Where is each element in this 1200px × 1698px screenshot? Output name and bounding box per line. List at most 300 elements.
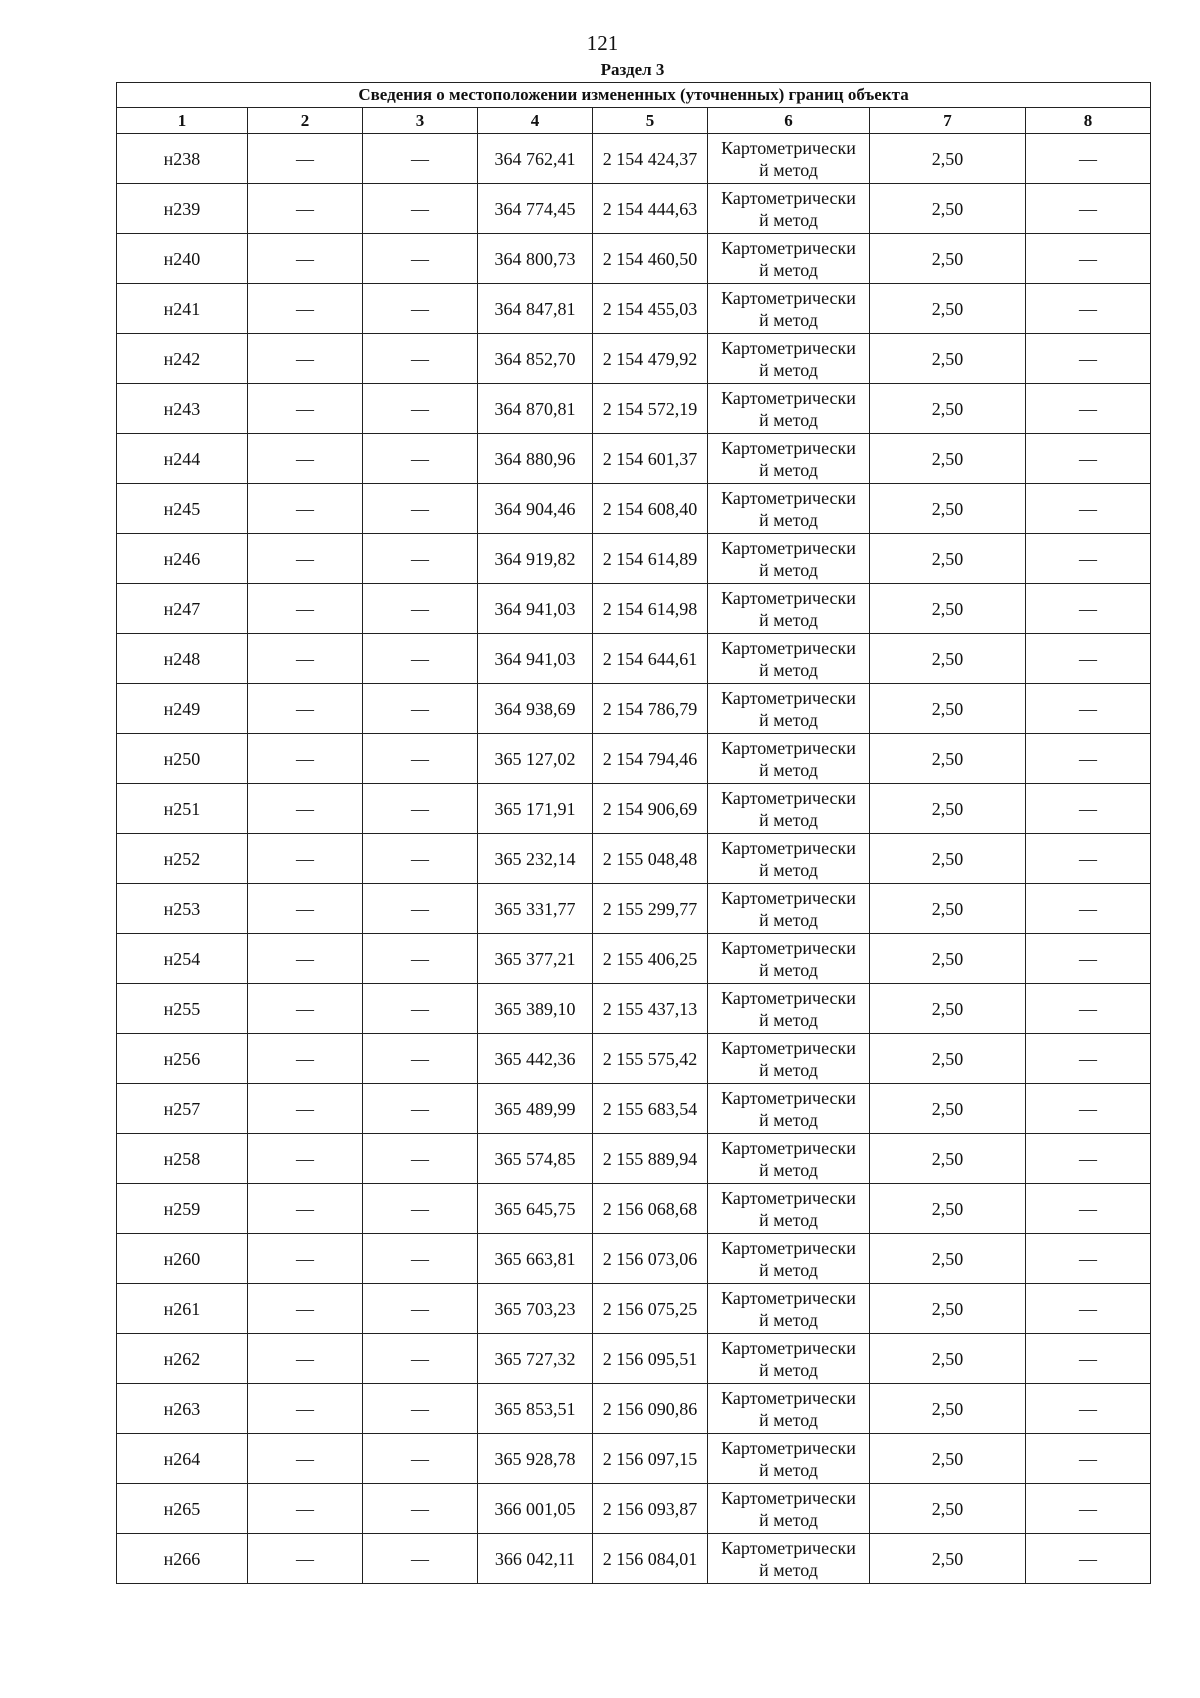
accuracy-value: 2,50 [870,1084,1026,1134]
method-line-2: й метод [759,1259,818,1280]
col3-value: — [363,734,478,784]
x-coordinate: 364 762,41 [478,134,593,184]
method-line-1: Картометрически [721,1237,856,1258]
y-coordinate: 2 154 424,37 [593,134,708,184]
accuracy-value: 2,50 [870,534,1026,584]
method-cell [708,1234,870,1284]
col8-value: — [1026,1184,1151,1234]
method-line-2: й метод [759,1509,818,1530]
col8-value: — [1026,1284,1151,1334]
col2-value: — [248,1434,363,1484]
accuracy-value: 2,50 [870,134,1026,184]
table-row [117,1084,1151,1134]
y-coordinate: 2 155 683,54 [593,1084,708,1134]
method-line-1: Картометрически [721,237,856,258]
method-cell [708,1434,870,1484]
y-coordinate: 2 155 437,13 [593,984,708,1034]
column-number: 8 [1026,108,1151,134]
column-number: 2 [248,108,363,134]
col8-value: — [1026,284,1151,334]
col3-value: — [363,484,478,534]
table-row [117,784,1151,834]
method-line-1: Картометрически [721,1137,856,1158]
col3-value: — [363,1184,478,1234]
col8-value: — [1026,1434,1151,1484]
col2-value: — [248,934,363,984]
method-line-2: й метод [759,259,818,280]
col2-value: — [248,384,363,434]
col2-value: — [248,134,363,184]
table-row [117,234,1151,284]
col2-value: — [248,434,363,484]
method-line-2: й метод [759,409,818,430]
method-line-1: Картометрически [721,1187,856,1208]
col3-value: — [363,234,478,284]
point-name: н253 [117,884,248,934]
method-cell [708,384,870,434]
method-cell [708,334,870,384]
accuracy-value: 2,50 [870,734,1026,784]
accuracy-value: 2,50 [870,1234,1026,1284]
point-name: н259 [117,1184,248,1234]
col8-value: — [1026,234,1151,284]
col3-value: — [363,1534,478,1584]
col3-value: — [363,1334,478,1384]
point-name: н258 [117,1134,248,1184]
column-number: 5 [593,108,708,134]
table-row [117,1284,1151,1334]
point-name: н239 [117,184,248,234]
method-line-1: Картометрически [721,1337,856,1358]
table-row [117,1484,1151,1534]
point-name: н254 [117,934,248,984]
col2-value: — [248,884,363,934]
x-coordinate: 365 389,10 [478,984,593,1034]
method-cell [708,284,870,334]
y-coordinate: 2 154 479,92 [593,334,708,384]
col8-value: — [1026,334,1151,384]
col3-value: — [363,1434,478,1484]
table-caption: Сведения о местоположении измененных (уточненных) границ объекта [117,83,1151,108]
method-line-1: Картометрически [721,587,856,608]
y-coordinate: 2 155 299,77 [593,884,708,934]
col2-value: — [248,684,363,734]
table-row [117,1334,1151,1384]
col2-value: — [248,984,363,1034]
y-coordinate: 2 154 614,89 [593,534,708,584]
method-line-1: Картометрически [721,1487,856,1508]
method-line-2: й метод [759,959,818,980]
y-coordinate: 2 154 460,50 [593,234,708,284]
col3-value: — [363,384,478,434]
method-cell [708,1334,870,1384]
col8-value: — [1026,1334,1151,1384]
table-row [117,1184,1151,1234]
x-coordinate: 364 919,82 [478,534,593,584]
col2-value: — [248,1034,363,1084]
table-row [117,384,1151,434]
method-line-2: й метод [759,1159,818,1180]
accuracy-value: 2,50 [870,1534,1026,1584]
col3-value: — [363,134,478,184]
y-coordinate: 2 154 794,46 [593,734,708,784]
table-row [117,1134,1151,1184]
method-line-1: Картометрически [721,1287,856,1308]
col8-value: — [1026,784,1151,834]
col2-value: — [248,1334,363,1384]
point-name: н243 [117,384,248,434]
x-coordinate: 364 941,03 [478,584,593,634]
method-line-2: й метод [759,859,818,880]
table-row [117,1384,1151,1434]
method-line-2: й метод [759,559,818,580]
method-cell [708,1384,870,1434]
method-line-2: й метод [759,809,818,830]
method-line-2: й метод [759,309,818,330]
method-line-1: Картометрически [721,987,856,1008]
x-coordinate: 364 941,03 [478,634,593,684]
table-row [117,1434,1151,1484]
point-name: н252 [117,834,248,884]
method-line-2: й метод [759,159,818,180]
x-coordinate: 365 442,36 [478,1034,593,1084]
point-name: н256 [117,1034,248,1084]
accuracy-value: 2,50 [870,1184,1026,1234]
point-name: н255 [117,984,248,1034]
y-coordinate: 2 154 601,37 [593,434,708,484]
method-line-2: й метод [759,659,818,680]
col3-value: — [363,634,478,684]
x-coordinate: 365 574,85 [478,1134,593,1184]
accuracy-value: 2,50 [870,784,1026,834]
method-line-1: Картометрически [721,437,856,458]
method-cell [708,234,870,284]
method-line-1: Картометрически [721,937,856,958]
col8-value: — [1026,584,1151,634]
point-name: н247 [117,584,248,634]
col2-value: — [248,534,363,584]
point-name: н264 [117,1434,248,1484]
col3-value: — [363,984,478,1034]
y-coordinate: 2 156 068,68 [593,1184,708,1234]
col3-value: — [363,834,478,884]
method-cell [708,184,870,234]
y-coordinate: 2 156 075,25 [593,1284,708,1334]
x-coordinate: 364 852,70 [478,334,593,384]
x-coordinate: 365 928,78 [478,1434,593,1484]
accuracy-value: 2,50 [870,1134,1026,1184]
table-row [117,284,1151,334]
col8-value: — [1026,1084,1151,1134]
method-line-1: Картометрически [721,837,856,858]
table-row [117,434,1151,484]
point-name: н246 [117,534,248,584]
method-line-1: Картометрически [721,537,856,558]
col8-value: — [1026,884,1151,934]
col8-value: — [1026,534,1151,584]
point-name: н242 [117,334,248,384]
y-coordinate: 2 154 786,79 [593,684,708,734]
col8-value: — [1026,384,1151,434]
x-coordinate: 365 727,32 [478,1334,593,1384]
col3-value: — [363,1134,478,1184]
point-name: н262 [117,1334,248,1384]
col8-value: — [1026,134,1151,184]
col3-value: — [363,184,478,234]
accuracy-value: 2,50 [870,184,1026,234]
y-coordinate: 2 155 889,94 [593,1134,708,1184]
table-row [117,834,1151,884]
method-line-2: й метод [759,1059,818,1080]
y-coordinate: 2 155 406,25 [593,934,708,984]
col2-value: — [248,1234,363,1284]
col3-value: — [363,1034,478,1084]
y-coordinate: 2 156 090,86 [593,1384,708,1434]
method-cell [708,534,870,584]
column-number-row [117,108,1151,134]
x-coordinate: 366 042,11 [478,1534,593,1584]
accuracy-value: 2,50 [870,584,1026,634]
y-coordinate: 2 156 095,51 [593,1334,708,1384]
table-row [117,1034,1151,1084]
method-line-1: Картометрически [721,737,856,758]
table-row [117,484,1151,534]
x-coordinate: 364 880,96 [478,434,593,484]
accuracy-value: 2,50 [870,1334,1026,1384]
col2-value: — [248,634,363,684]
col8-value: — [1026,484,1151,534]
accuracy-value: 2,50 [870,1434,1026,1484]
x-coordinate: 364 774,45 [478,184,593,234]
accuracy-value: 2,50 [870,884,1026,934]
col2-value: — [248,1184,363,1234]
table-row [117,134,1151,184]
point-name: н244 [117,434,248,484]
y-coordinate: 2 154 644,61 [593,634,708,684]
col3-value: — [363,1234,478,1284]
method-line-2: й метод [759,509,818,530]
col3-value: — [363,684,478,734]
col3-value: — [363,1084,478,1134]
col2-value: — [248,1134,363,1184]
table-row [117,1534,1151,1584]
method-line-2: й метод [759,1209,818,1230]
method-line-2: й метод [759,909,818,930]
y-coordinate: 2 154 906,69 [593,784,708,834]
boundary-coordinates-table [116,82,1151,1584]
col2-value: — [248,834,363,884]
accuracy-value: 2,50 [870,1284,1026,1334]
accuracy-value: 2,50 [870,934,1026,984]
method-cell [708,584,870,634]
method-line-1: Картометрически [721,1387,856,1408]
table-row [117,634,1151,684]
y-coordinate: 2 156 093,87 [593,1484,708,1534]
method-cell [708,1084,870,1134]
point-name: н266 [117,1534,248,1584]
table-row [117,584,1151,634]
accuracy-value: 2,50 [870,684,1026,734]
method-cell [708,1534,870,1584]
x-coordinate: 364 800,73 [478,234,593,284]
col2-value: — [248,1484,363,1534]
y-coordinate: 2 156 084,01 [593,1534,708,1584]
col8-value: — [1026,1534,1151,1584]
method-line-1: Картометрически [721,287,856,308]
col3-value: — [363,334,478,384]
table-row [117,734,1151,784]
method-line-2: й метод [759,459,818,480]
col3-value: — [363,284,478,334]
col3-value: — [363,1284,478,1334]
point-name: н248 [117,634,248,684]
column-number: 7 [870,108,1026,134]
x-coordinate: 364 904,46 [478,484,593,534]
method-cell [708,984,870,1034]
method-line-1: Картометрически [721,687,856,708]
page-number: 121 [586,31,619,55]
method-cell [708,834,870,884]
method-cell [708,734,870,784]
method-line-2: й метод [759,1459,818,1480]
section-title: Раздел 3 [600,60,665,79]
table-caption-row [117,83,1151,108]
method-cell [708,1284,870,1334]
point-name: н263 [117,1384,248,1434]
x-coordinate: 365 377,21 [478,934,593,984]
method-line-1: Картометрически [721,337,856,358]
point-name: н251 [117,784,248,834]
method-line-1: Картометрически [721,1437,856,1458]
col8-value: — [1026,1384,1151,1434]
col2-value: — [248,1084,363,1134]
x-coordinate: 364 847,81 [478,284,593,334]
col8-value: — [1026,1134,1151,1184]
point-name: н257 [117,1084,248,1134]
method-cell [708,884,870,934]
col3-value: — [363,1484,478,1534]
method-line-1: Картометрически [721,887,856,908]
x-coordinate: 365 127,02 [478,734,593,784]
x-coordinate: 366 001,05 [478,1484,593,1534]
method-cell [708,1484,870,1534]
method-cell [708,1134,870,1184]
method-cell [708,1034,870,1084]
method-line-1: Картометрически [721,637,856,658]
method-cell [708,1184,870,1234]
point-name: н241 [117,284,248,334]
accuracy-value: 2,50 [870,484,1026,534]
y-coordinate: 2 156 097,15 [593,1434,708,1484]
method-line-1: Картометрически [721,1537,856,1558]
method-line-2: й метод [759,709,818,730]
point-name: н249 [117,684,248,734]
column-number: 6 [708,108,870,134]
col3-value: — [363,884,478,934]
table-row [117,884,1151,934]
point-name: н240 [117,234,248,284]
accuracy-value: 2,50 [870,284,1026,334]
col3-value: — [363,1384,478,1434]
point-name: н260 [117,1234,248,1284]
y-coordinate: 2 154 444,63 [593,184,708,234]
col8-value: — [1026,734,1151,784]
y-coordinate: 2 154 455,03 [593,284,708,334]
method-line-1: Картометрически [721,187,856,208]
table-row [117,1234,1151,1284]
col8-value: — [1026,434,1151,484]
table-row [117,534,1151,584]
col3-value: — [363,784,478,834]
col2-value: — [248,334,363,384]
method-cell [708,134,870,184]
point-name: н238 [117,134,248,184]
method-cell [708,434,870,484]
x-coordinate: 364 938,69 [478,684,593,734]
point-name: н245 [117,484,248,534]
column-number: 4 [478,108,593,134]
col3-value: — [363,434,478,484]
y-coordinate: 2 156 073,06 [593,1234,708,1284]
accuracy-value: 2,50 [870,434,1026,484]
col8-value: — [1026,684,1151,734]
x-coordinate: 365 489,99 [478,1084,593,1134]
y-coordinate: 2 154 614,98 [593,584,708,634]
method-line-2: й метод [759,1359,818,1380]
y-coordinate: 2 154 608,40 [593,484,708,534]
method-cell [708,934,870,984]
x-coordinate: 365 645,75 [478,1184,593,1234]
accuracy-value: 2,50 [870,1034,1026,1084]
col2-value: — [248,484,363,534]
accuracy-value: 2,50 [870,334,1026,384]
accuracy-value: 2,50 [870,384,1026,434]
method-line-2: й метод [759,609,818,630]
method-line-1: Картометрически [721,387,856,408]
col8-value: — [1026,1234,1151,1284]
accuracy-value: 2,50 [870,634,1026,684]
x-coordinate: 365 853,51 [478,1384,593,1434]
col2-value: — [248,184,363,234]
accuracy-value: 2,50 [870,1484,1026,1534]
method-line-1: Картометрически [721,787,856,808]
accuracy-value: 2,50 [870,1384,1026,1434]
method-line-2: й метод [759,359,818,380]
col2-value: — [248,584,363,634]
col2-value: — [248,1534,363,1584]
method-line-2: й метод [759,1009,818,1030]
col2-value: — [248,234,363,284]
method-line-2: й метод [759,1309,818,1330]
col2-value: — [248,1384,363,1434]
col8-value: — [1026,834,1151,884]
method-line-1: Картометрически [721,487,856,508]
col2-value: — [248,1284,363,1334]
method-line-2: й метод [759,1109,818,1130]
point-name: н261 [117,1284,248,1334]
table-row [117,984,1151,1034]
col8-value: — [1026,1484,1151,1534]
table-row [117,334,1151,384]
table-row [117,184,1151,234]
col2-value: — [248,284,363,334]
column-number: 1 [117,108,248,134]
col8-value: — [1026,984,1151,1034]
col8-value: — [1026,184,1151,234]
method-line-1: Картометрически [721,1087,856,1108]
col8-value: — [1026,934,1151,984]
method-cell [708,784,870,834]
